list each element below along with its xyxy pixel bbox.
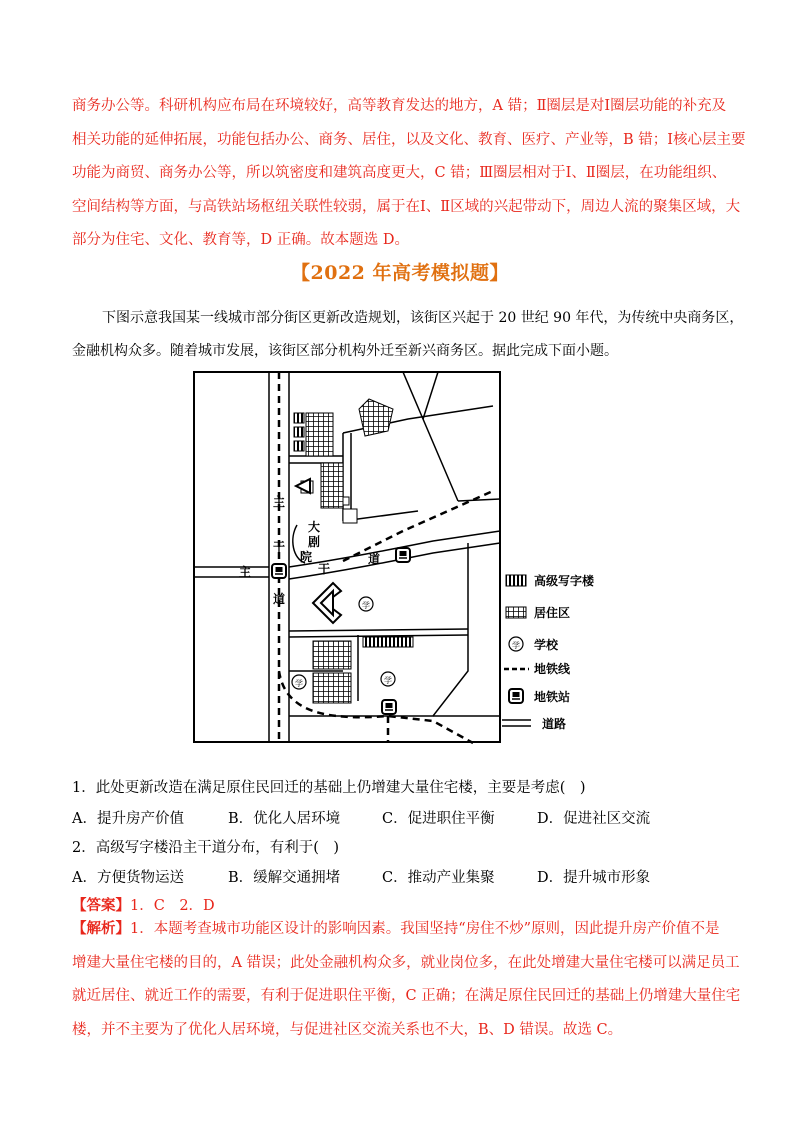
analysis-tag: 【解析】 <box>72 920 130 937</box>
theater-label: 剧 <box>308 535 321 549</box>
subway-station-icon <box>396 548 410 562</box>
stem-line: 下图示意我国某一线城市部分街区更新改造规划，该街区兴起于 20 世纪 90 年代，为传统中央商务区， <box>102 310 744 326</box>
legend-item-subway-station <box>509 689 570 704</box>
road-label: 主 <box>239 565 252 579</box>
subway-station-icon <box>272 564 286 578</box>
question-1-option-a: A．提升房产价值 <box>72 811 184 827</box>
intro-line: 商务办公等。科研机构应布局在环境较好，高等教育发达的地方，A 错；Ⅱ圈层是对Ⅰ圈层功能的补充及 <box>72 98 727 114</box>
svg-text:学校: 学校 <box>534 638 559 652</box>
legend-item-school <box>509 637 559 652</box>
answer-text: 1．C 2．D <box>130 898 215 914</box>
question-1-option-d: D．促进社区交流 <box>537 811 651 827</box>
legend-item-subway-line <box>504 661 571 676</box>
legend-item-office <box>506 573 595 588</box>
section-title: 【2022 年高考模拟题】 <box>291 262 509 284</box>
theater-label: 院 <box>300 550 313 564</box>
residential-area <box>306 413 333 456</box>
svg-text:学: 学 <box>384 676 392 685</box>
svg-text:高级写字楼: 高级写字楼 <box>534 574 595 588</box>
theater-label: 大 <box>308 520 321 534</box>
intro-line: 空间结构等方面，与高铁站场枢纽关联性较弱，属于在Ⅰ、Ⅱ区域的兴起带动下，周边人流的聚集区域，大 <box>72 198 741 215</box>
legend-item-road <box>502 716 566 731</box>
question-1-option-c: C．促进职住平衡 <box>382 811 495 827</box>
question-stem <box>72 302 744 368</box>
residential-area <box>321 463 343 508</box>
svg-text:居住区: 居住区 <box>534 606 571 620</box>
school-icon <box>359 597 373 611</box>
map-legend <box>502 573 595 731</box>
school-icon <box>292 675 306 689</box>
svg-text:学: 学 <box>362 601 370 610</box>
district-map <box>193 371 618 745</box>
road-label: 干 <box>318 562 331 576</box>
residential-area <box>313 641 351 669</box>
previous-analysis-text <box>72 90 746 258</box>
road-label: 干 <box>273 540 286 554</box>
school-icon <box>381 672 395 686</box>
analysis-block <box>72 912 742 1047</box>
intro-line: 相关功能的延伸拓展，功能包括办公、商务、居住，以及文化、教育、医疗、产业等，B 错；Ⅰ核心层主要 <box>72 131 746 148</box>
svg-text:地铁站: 地铁站 <box>534 690 571 704</box>
svg-text:学: 学 <box>295 679 303 688</box>
road-label: 道 <box>368 552 381 566</box>
office-building <box>363 637 413 647</box>
office-building <box>294 427 304 437</box>
intro-line: 功能为商贸、商务办公等，所以筑密度和建筑高度更大，C 错；Ⅲ圈层相对于Ⅰ、Ⅱ圈层，在功能组织、 <box>72 165 727 181</box>
svg-text:道路: 道路 <box>542 717 567 731</box>
svg-text:地铁线: 地铁线 <box>534 662 571 676</box>
question-2-stem: 2．高级写字楼沿主干道分布，有利于( ) <box>72 840 340 856</box>
subway-station-icon <box>382 700 396 714</box>
question-1-option-b: B．优化人居环境 <box>228 811 341 827</box>
svg-text:学: 学 <box>512 641 520 650</box>
district-map-figure <box>193 371 618 745</box>
office-building <box>294 413 304 423</box>
question-2-option-d: D．提升城市形象 <box>537 870 651 886</box>
stem-line: 金融机构众多。随着城市发展，该街区部分机构外迁至新兴商务区。据此完成下面小题。 <box>72 343 618 359</box>
office-building <box>294 441 304 451</box>
analysis-line: 楼，并不主要为了优化人居环境，与促进社区交流关系也不大，B、D 错误。故选 C。 <box>72 1021 623 1038</box>
question-2-option-b: B．缓解交通拥堵 <box>228 870 341 886</box>
analysis-line: 就近居住、就近工作的需要，有利于促进职住平衡，C 正确；在满足原住民回迁的基础上仍增建大量住宅 <box>72 988 741 1004</box>
analysis-line: 增建大量住宅楼的目的，A 错误；此处金融机构众多，就业岗位多，在此处增建大量住宅楼可以满足员工 <box>72 954 740 971</box>
analysis-line: 【解析】1．本题考查城市功能区设计的影响因素。我国坚持“房住不炒”原则，因此提升房产价值不是 <box>72 920 720 937</box>
question-2-option-a: A．方便货物运送 <box>72 870 184 886</box>
question-2-option-c: C．推动产业集聚 <box>382 870 495 886</box>
residential-area <box>313 673 351 703</box>
small-building <box>343 497 349 505</box>
question-1-stem: 1．此处更新改造在满足原住民回迁的基础上仍增建大量住宅楼，主要是考虑( ) <box>72 780 586 796</box>
intro-line: 部分为住宅、文化、教育等，D 正确。故本题选 D。 <box>72 232 409 248</box>
legend-item-residential <box>506 605 570 620</box>
road-label: 道 <box>273 592 286 606</box>
answer-tag: 【答案】 <box>72 897 130 914</box>
small-building <box>343 509 357 523</box>
road-label: 主 <box>273 495 286 509</box>
